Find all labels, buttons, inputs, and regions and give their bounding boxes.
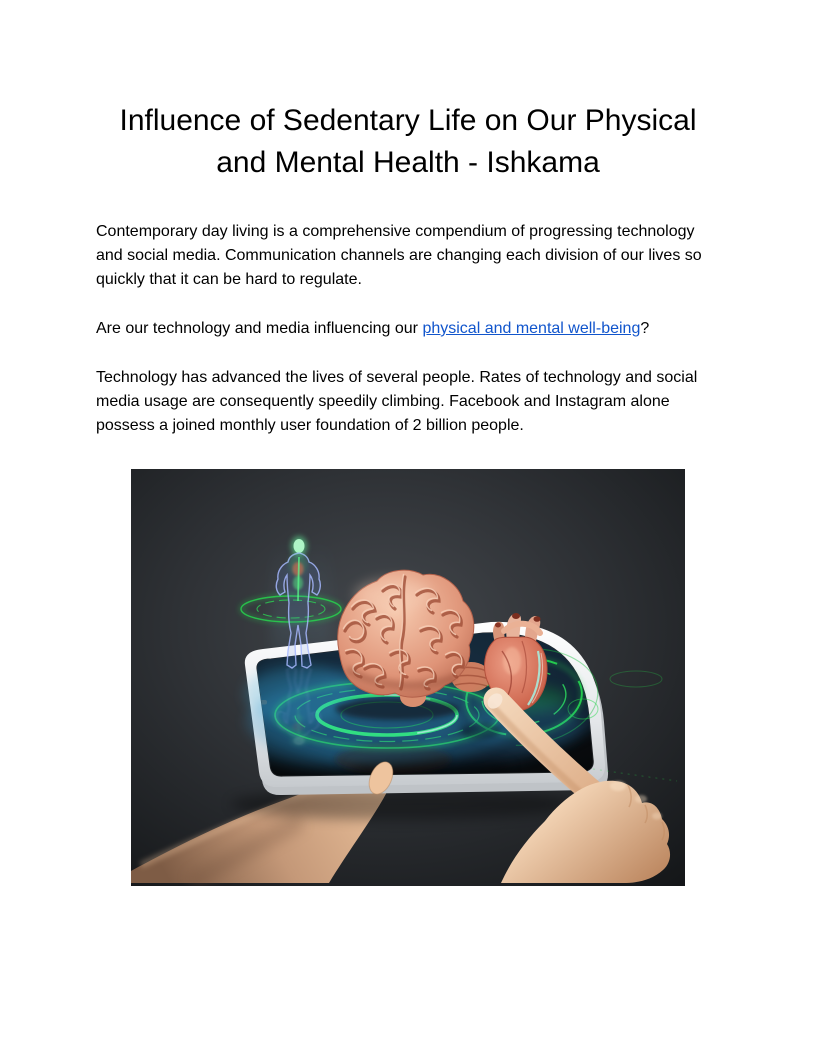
paragraph-1: Contemporary day living is a comprehensive compendium of progressing technology and social media. Communication channels are changing each division of our lives so quickly that it can be hard to regulate.: [96, 223, 702, 288]
document-title: Influence of Sedentary Life on Our Physical and Mental Health - Ishkama: [119, 104, 697, 179]
well-being-link[interactable]: physical and mental well-being: [422, 320, 641, 337]
hero-image: [131, 469, 685, 886]
document-body: [96, 220, 720, 438]
paragraph-2: [96, 317, 720, 341]
paragraph-2-question-mark: ?: [640, 320, 650, 337]
paragraph-2-text: Are our technology and media influencing our: [96, 320, 423, 337]
paragraph-3: Technology has advanced the lives of several people. Rates of technology and social media usage are consequently speedily climbing. Facebook and Instagram alone possess a joined monthly user foundation of 2 billion people.: [96, 369, 698, 434]
